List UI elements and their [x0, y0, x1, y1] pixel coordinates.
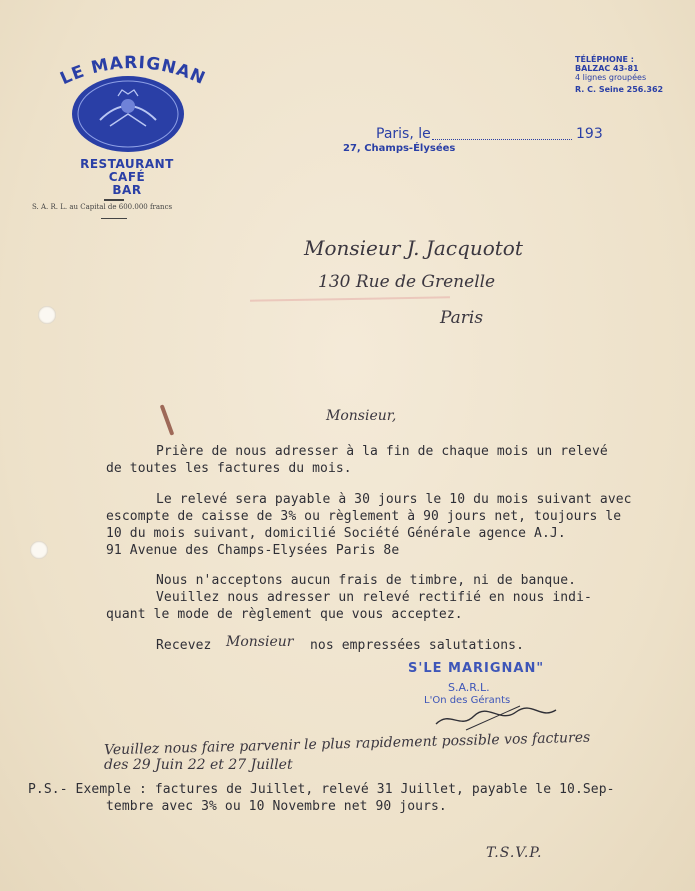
body-paragraph-1-cont: [106, 460, 352, 478]
recipient-city: Paris: [440, 308, 484, 328]
body-paragraph-2-line-3: 10 du mois suivant, domicilié Société Générale agence A.J.: [106, 526, 566, 541]
city-label: Paris, le: [376, 126, 431, 142]
phone-label: TÉLÉPHONE :: [575, 55, 634, 64]
logo-line-cafe: CAFÉ: [108, 170, 146, 184]
ps-line-1: P.S.- Exemple : factures de Juillet, relevé 31 Juillet, payable le 10.Sep-: [28, 782, 615, 797]
phone-number: BALZAC 43-81: [575, 64, 639, 73]
closing-handwritten: Monsieur: [226, 634, 294, 650]
body-paragraph-3-line-1: Nous n'acceptons aucun frais de timbre, ni de banque.: [156, 573, 577, 588]
seal-emblem-icon: [70, 74, 186, 154]
recipient-name: Monsieur J. Jacquotot: [304, 236, 523, 260]
phone-lines: 4 lignes groupées: [575, 73, 647, 82]
body-paragraph-2-line-1: Le relevé sera payable à 30 jours le 10 du mois suivant avec: [156, 492, 632, 507]
logo-line-bar: BAR: [112, 183, 142, 197]
punch-hole-top: [38, 306, 56, 324]
ps-line-2: tembre avec 3% ou 10 Novembre net 90 jours.: [106, 799, 447, 814]
tsvp-note: T.S.V.P.: [486, 845, 543, 861]
stamp-line-1: S'LE MARIGNAN": [408, 661, 545, 676]
handwritten-note-line-2: des 29 Juin 22 et 27 Juillet: [104, 757, 293, 773]
body-line: de toutes les factures du mois.: [106, 461, 352, 476]
salutation: Monsieur,: [326, 408, 397, 424]
handwritten-note-line-1: Veuillez nous faire parvenir le plus rapidement possible vos factures: [103, 729, 591, 759]
closing-before: Recevez: [156, 638, 212, 653]
body-paragraph-3-line-2: Veuillez nous adresser un relevé rectifié en nous indi-: [156, 590, 592, 605]
stamp-line-3: L'On des Gérants: [424, 695, 511, 706]
company-capital-line: S. A. R. L. au Capital de 600.000 francs: [32, 203, 173, 211]
year-label: 193: [576, 126, 603, 142]
letterhead-address: 27, Champs-Élysées: [343, 143, 456, 154]
body-paragraph-2-line-2: escompte de caisse de 3% ou règlement à 90 jours net, toujours le: [106, 509, 622, 524]
closing-after: nos empressées salutations.: [310, 638, 525, 653]
body-paragraph-2-line-4: 91 Avenue des Champs-Elysées Paris 8e: [106, 543, 400, 558]
brand-name: LE MARIGNAN: [57, 52, 209, 90]
punch-hole-bottom: [30, 541, 48, 559]
ornament-divider: [104, 199, 124, 201]
stamp-line-2: S.A.R.L.: [448, 681, 490, 694]
body-paragraph-3-line-3: quant le mode de règlement que vous acceptez.: [106, 607, 463, 622]
logo-line-restaurant: RESTAURANT: [80, 157, 174, 171]
ornament-divider-small: [101, 218, 127, 219]
registry-number: R. C. Seine 256.362: [575, 85, 664, 94]
bleed-through-text: [330, 98, 335, 113]
recipient-street: 130 Rue de Grenelle: [318, 272, 496, 292]
date-dotted-line: [432, 139, 572, 140]
body-line: Prière de nous adresser à la fin de chaque mois un relevé: [156, 444, 608, 459]
body-paragraph-1: [156, 443, 608, 461]
